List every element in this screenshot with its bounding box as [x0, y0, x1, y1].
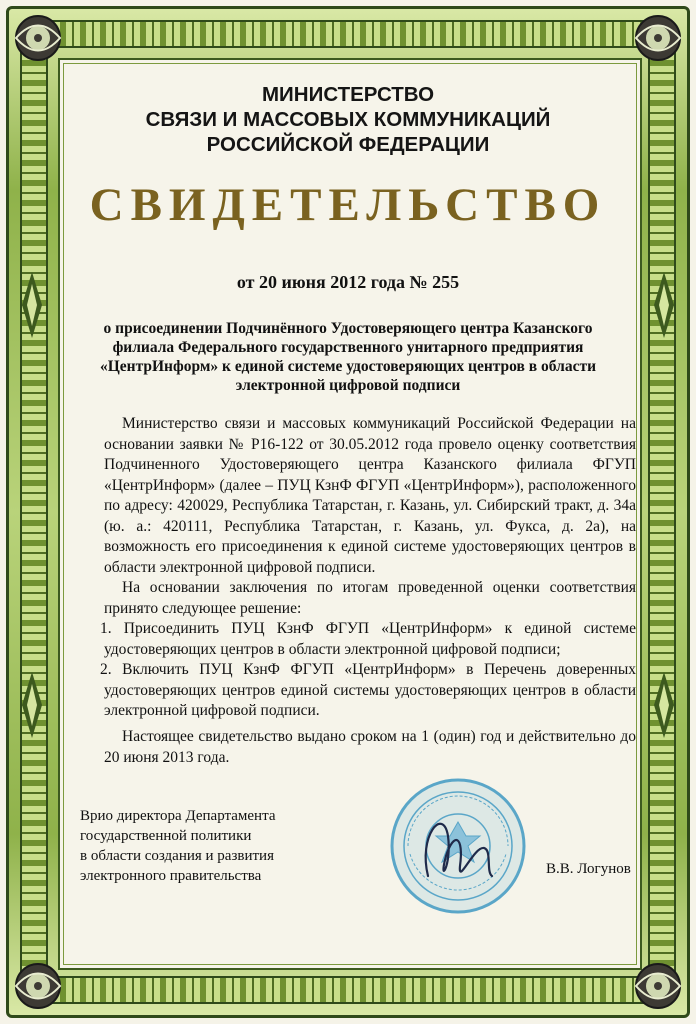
subject-line: электронной цифровой подписи [235, 377, 461, 394]
official-stamp-icon [388, 776, 528, 916]
side-ornament-icon [20, 670, 44, 740]
corner-ornament-icon [628, 8, 688, 68]
ministry-name-line1: МИНИСТЕРСТВО [261, 83, 435, 106]
signer-title-line: электронного правительства [80, 868, 262, 884]
corner-ornament-icon [8, 956, 68, 1016]
frame-bottom-band [40, 976, 656, 1004]
ministry-name-line3: РОССИЙСКОЙ ФЕДЕРАЦИИ [206, 133, 490, 156]
signee-name: В.В. Логунов [546, 861, 631, 877]
side-ornament-icon [20, 270, 44, 340]
frame-top-band [40, 20, 656, 48]
subject-line: «ЦентрИнформ» к единой системе удостоверяющих центров в области [99, 358, 597, 375]
frame-right-band [648, 40, 676, 984]
signer-title [80, 806, 340, 886]
signer-title-line: государственной политики [80, 828, 252, 844]
body-paragraph: Министерство связи и массовых коммуникаций Российской Федерации на основании заявки № Р16-122 от 30.05.2012 года провело оценку соответствия Подчиненного Удостоверяющего центра Казанского филиала ФГУП «ЦентрИнформ» (далее – ПУЦ КзнФ ФГУП «ЦентрИнформ»), расположенного по адресу: 420029, Республика Татарстан, г. Казань, ул. Сибирский тракт, д. 34а (ю. а.: 420111, Республика Татарстан, г. Казань, ул. Фукса, д. 2а), на возможность его присоединения к единой системе удостоверяющих центров в области электронной цифровой подписи. [104, 415, 636, 576]
ministry-name-line2: СВЯЗИ И МАССОВЫХ КОММУНИКАЦИЙ [145, 108, 551, 131]
corner-ornament-icon [628, 956, 688, 1016]
decision-item: 2. Включить ПУЦ КзнФ ФГУП «ЦентрИнформ» в Перечень доверенных удостоверяющих центров единой системы удостоверяющих центров в области электронной цифровой подписи. [100, 661, 636, 719]
certificate-subject [84, 319, 612, 395]
date-number-line: от 20 июня 2012 года № 255 [236, 272, 460, 292]
certificate-title: СВИДЕТЕЛЬСТВО [89, 179, 607, 231]
subject-line: филиала Федерального государственного унитарного предприятия [112, 339, 584, 356]
side-ornament-icon [652, 270, 676, 340]
body-paragraph: На основании заключения по итогам проведенной оценки соответствия принято следующее решение: [104, 579, 636, 617]
certificate-body [100, 414, 636, 722]
side-ornament-icon [652, 670, 676, 740]
corner-ornament-icon [8, 8, 68, 68]
signer-title-line: Врио директора Департамента [80, 808, 276, 824]
frame-left-band [20, 40, 48, 984]
signer-title-line: в области создания и развития [80, 848, 274, 864]
decision-item: 1. Присоединить ПУЦ КзнФ ФГУП «ЦентрИнформ» к единой системе удостоверяющих центров в области электронной цифровой подписи; [100, 620, 636, 658]
validity-statement: Настоящее свидетельство выдано сроком на 1 (один) год и действительно до 20 июня 2013 года. [104, 728, 636, 766]
subject-line: о присоединении Подчинённого Удостоверяющего центра Казанского [103, 320, 593, 337]
